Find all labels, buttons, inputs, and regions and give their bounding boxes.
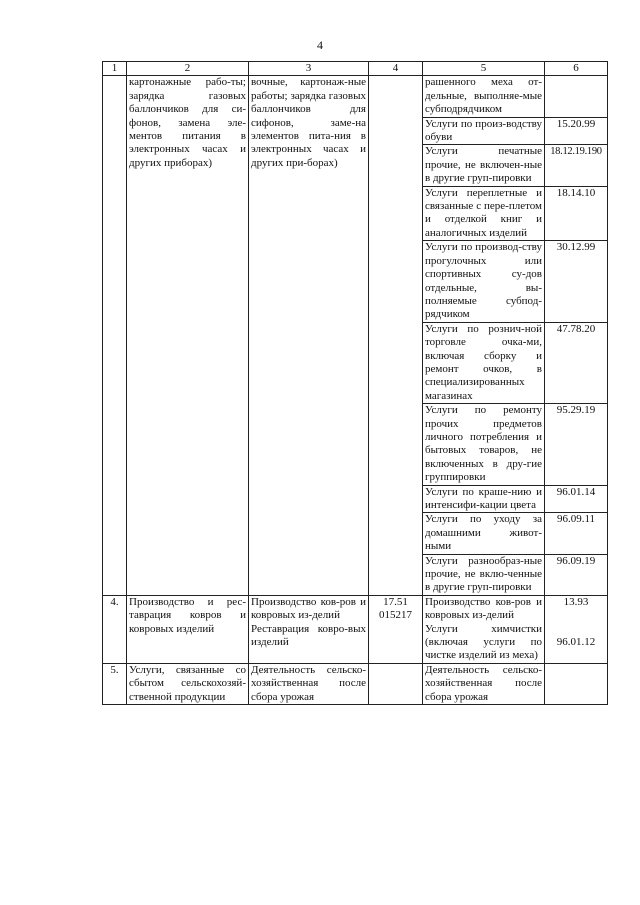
header-row: [103, 62, 608, 76]
table-row: [103, 663, 608, 704]
activity-okved-description: [249, 595, 369, 663]
service-description: Услуги по уходу за домашними живот-ными: [423, 513, 545, 554]
code-spacer: [547, 609, 605, 636]
page-number: 4: [317, 38, 323, 52]
header-cell-5: 5: [423, 62, 545, 76]
header-cell-3: 3: [249, 62, 369, 76]
header-cell-2: 2: [127, 62, 249, 76]
service-description: Услуги по ремонту прочих предметов личного потребления и бытовых товаров, не включенных в дру-гие группировки: [423, 404, 545, 485]
service-code: 96.01.14: [545, 485, 608, 513]
service-description: Услуги печатные прочие, не включен-ные в другие груп-пировки: [423, 145, 545, 186]
activity-description: Услуги, связанные со сбытом сельскохозяй-ственной продукции: [127, 663, 249, 704]
service-description: Услуги разнообраз-ные прочие, не вклю-ченные в другие груп-пировки: [423, 554, 545, 595]
service-description: Услуги по производ-ству прогулочных или спортивных су-дов отдельные, вы-полняемые субпод-рядчиком: [423, 241, 545, 322]
service-code: 96.09.11: [545, 513, 608, 554]
service-description: Услуги переплетные и связанные с пере-плетом и отделкой книг и аналогичных изделий: [423, 186, 545, 241]
activity-okved-description: вочные, картонаж-ные работы; зарядка газовых баллончиков для сифонов, заме-на элементов пита-ния в электронных часах и других при-борах): [249, 76, 369, 595]
service-code: [545, 595, 608, 663]
activity-okved-line: Реставрация ковро-вых изделий: [251, 622, 366, 649]
activity-description: картонажные рабо-ты; зарядка газовых баллончиков для си-фонов, замена эле-ментов питания в электронных часах и других приборах): [127, 76, 249, 595]
activity-okved-line: Производство ков-ров и ковровых из-делий: [251, 595, 366, 622]
service-code: 95.29.19: [545, 404, 608, 485]
okpd-code: 015217: [379, 609, 412, 622]
row-number-cell: 5.: [103, 663, 127, 704]
service-code: 30.12.99: [545, 241, 608, 322]
service-code: 18.14.10: [545, 186, 608, 241]
service-description: [423, 595, 545, 663]
header-cell-6: 6: [545, 62, 608, 76]
service-description: Услуги по краше-нию и интенсифи-кации цвета: [423, 485, 545, 513]
classification-table: [102, 61, 608, 705]
code-cell: [369, 76, 423, 595]
service-description: Деятельность сельско-хозяйственная после сбора урожая: [423, 663, 545, 704]
service-line: Производство ков-ров и ковровых из-делий: [425, 595, 542, 622]
service-line: Услуги химчистки (включая услуги по чистке изделий из меха): [425, 622, 542, 662]
code-cell: [369, 595, 423, 663]
header-cell-1: 1: [103, 62, 127, 76]
service-description: рашенного меха от-дельные, выполняе-мые субподрядчиком: [423, 76, 545, 117]
service-code: 15.20.99: [545, 117, 608, 145]
service-code-line: 96.01.12: [556, 636, 596, 649]
code-cell: [369, 663, 423, 704]
okved-code: 17.51: [383, 595, 408, 608]
row-number-cell: 4.: [103, 595, 127, 663]
table-row: [103, 595, 608, 663]
service-code: [545, 76, 608, 117]
service-code-line: 13.93: [563, 595, 589, 608]
service-description: Услуги по рознич-ной торговле очка-ми, включая сборку и ремонт очков, в специализированных магазинах: [423, 322, 545, 403]
header-cell-4: 4: [369, 62, 423, 76]
service-description: Услуги по произ-водству обуви: [423, 117, 545, 145]
activity-description: Производство и рес-таврация ковров и ковровых изделий: [127, 595, 249, 663]
service-code: 96.09.19: [545, 554, 608, 595]
table-row: [103, 76, 608, 117]
service-code: 47.78.20: [545, 322, 608, 403]
service-code: 18.12.19.190: [545, 145, 608, 186]
activity-okved-description: Деятельность сельско-хозяйственная после сбора урожая: [249, 663, 369, 704]
service-code: [545, 663, 608, 704]
row-number-cell: [103, 76, 127, 595]
